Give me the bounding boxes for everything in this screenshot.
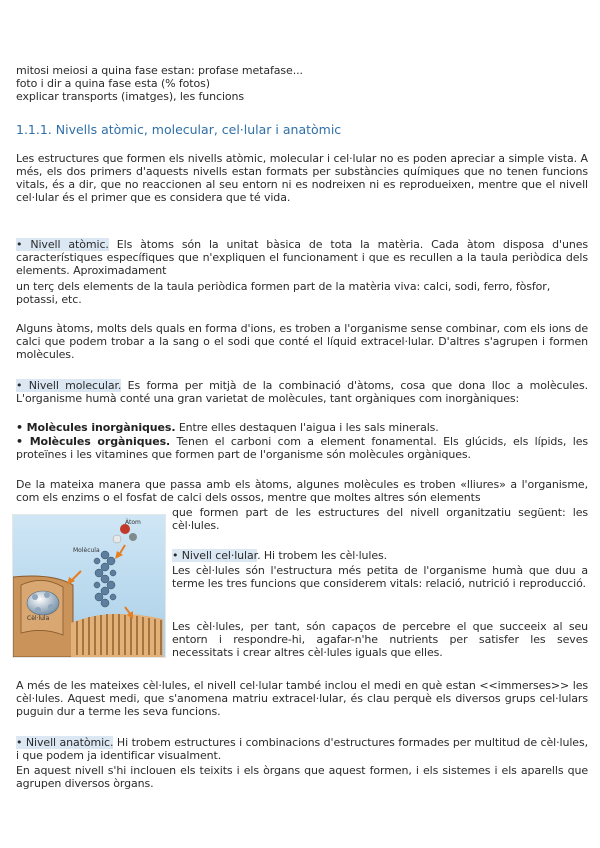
inorganic-molecules-text: Entre elles destaquen l'aigua i les sals minerals.: [175, 421, 439, 434]
free-molecules-paragraph-2: que formen part de les estructures del nivell organitzatiu següent: les cèl·lules.: [172, 506, 588, 532]
cellular-level-paragraph-3: Les cèl·lules, per tant, són capaços de percebre el que succeeix al seu entorn i respondre-hi, agafar-n'he nutrients per satisfer les seves necessitats i crear altres cèl·lules iguals que elles.: [172, 620, 588, 659]
cellular-level-paragraph-2: Les cèl·lules són l'estructura més petita de l'organisme humà que duu a terme les tres funcions que considerem vitals: relació, nutrició i reproducció.: [172, 564, 588, 590]
inorganic-molecules-label: • Molècules inorgàniques.: [16, 421, 176, 434]
atomic-level-text: Els àtoms són la unitat bàsica de tota la matèria. Cada àtom disposa d'unes característiques específiques que n'expliquen el funcionament i que es recullen a la taula periòdica dels elements. Aproximadament: [16, 238, 588, 277]
note-line: foto i dir a quina fase esta (% fotos): [16, 77, 210, 90]
cellular-level-text: . Hi trobem les cèl·lules.: [257, 549, 388, 562]
cell-levels-figure: [12, 514, 166, 658]
molecular-level-label: • Nivell molecular.: [16, 379, 122, 392]
figure-label-atom: Àtom: [125, 519, 141, 526]
anatomic-level-paragraph-2: En aquest nivell s'hi inclouen els teixits i els òrgans que aquest formen, i els sistemes i els aparells que agrupen diversos òrgans.: [16, 764, 588, 790]
cellular-level-label: • Nivell cel·lular: [172, 549, 258, 562]
section-title: 1.1.1. Nivells atòmic, molecular, cel·lular i anatòmic: [16, 122, 342, 137]
anatomic-level-text: Hi trobem estructures i combinacions d'estructures formades per multitud de cèl·lules, i que podem ja identificar visualment.: [16, 736, 588, 762]
atomic-level-label: • Nivell atòmic.: [16, 238, 109, 251]
organic-molecules-label: • Molècules orgàniques.: [16, 435, 171, 448]
ions-paragraph: Alguns àtoms, molts dels quals en forma d'ions, es troben a l'organisme sense combinar, com els ions de calci que podem trobar a la sang o el sodi que conté el líquid extracel·lular. D'altres s'agrupen i formen molècules.: [16, 322, 588, 361]
organic-molecules-text: Tenen el carboni com a element fonamental. Els glúcids, els lípids, les proteïnes i les vitamines que formen part de l'organisme són molècules orgàniques.: [16, 435, 589, 461]
anatomic-level-label: • Nivell anatòmic.: [16, 736, 114, 749]
organic-molecules-item: [16, 435, 588, 461]
free-molecules-paragraph: De la mateixa manera que passa amb els àtoms, algunes molècules es troben «lliures» a l'organisme, com els enzims o el fosfat de calci dels ossos, mentre que moltes altres són elements: [16, 478, 588, 504]
note-line: explicar transports (imatges), les funcions: [16, 90, 245, 103]
extracellular-matrix-paragraph: A més de les mateixes cèl·lules, el nivell cel·lular també inclou el medi en què estan <<immerses>> les cèl·lules. Aquest medi, que s'anomena matriu extracel·lular, és clau perquè els diversos grups cel·lulars puguin dur a terme les seva funcions.: [16, 679, 588, 718]
atomic-level-paragraph-2: un terç dels elements de la taula periòdica formen part de la matèria viva: calci, sodi, ferro, fòsfor, potassi, etc.: [16, 280, 551, 306]
atomic-level-paragraph: [16, 238, 588, 277]
figure-label-cell: Cèl·lula: [27, 615, 50, 622]
cell-levels-illustration: [13, 515, 165, 657]
anatomic-level-paragraph: [16, 736, 588, 762]
note-line: mitosi meiosi a quina fase estan: profase metafase...: [16, 64, 303, 77]
notes: [16, 64, 576, 103]
figure-label-molecule: Molècula: [73, 547, 100, 554]
molecular-level-paragraph: [16, 379, 588, 405]
molecular-level-text: Es forma per mitjà de la combinació d'àtoms, cosa que dona lloc a molècules. L'organisme humà conté una gran varietat de molècules, tant orgàniques com inorgàniques:: [16, 379, 588, 405]
cellular-level-paragraph: [172, 549, 588, 562]
inorganic-molecules-item: [16, 421, 588, 434]
intro-paragraph: Les estructures que formen els nivells atòmic, molecular i cel·lular no es poden apreciar a simple vista. A més, els dos primers d'aquests nivells estan formats per substàncies químiques que no tenen funcions vitals, és a dir, que no reaccionen al seu entorn ni es nodreixen ni es reprodueixen, mentre que el nivell cel·lular és el primer que es considera que té vida.: [16, 152, 588, 204]
